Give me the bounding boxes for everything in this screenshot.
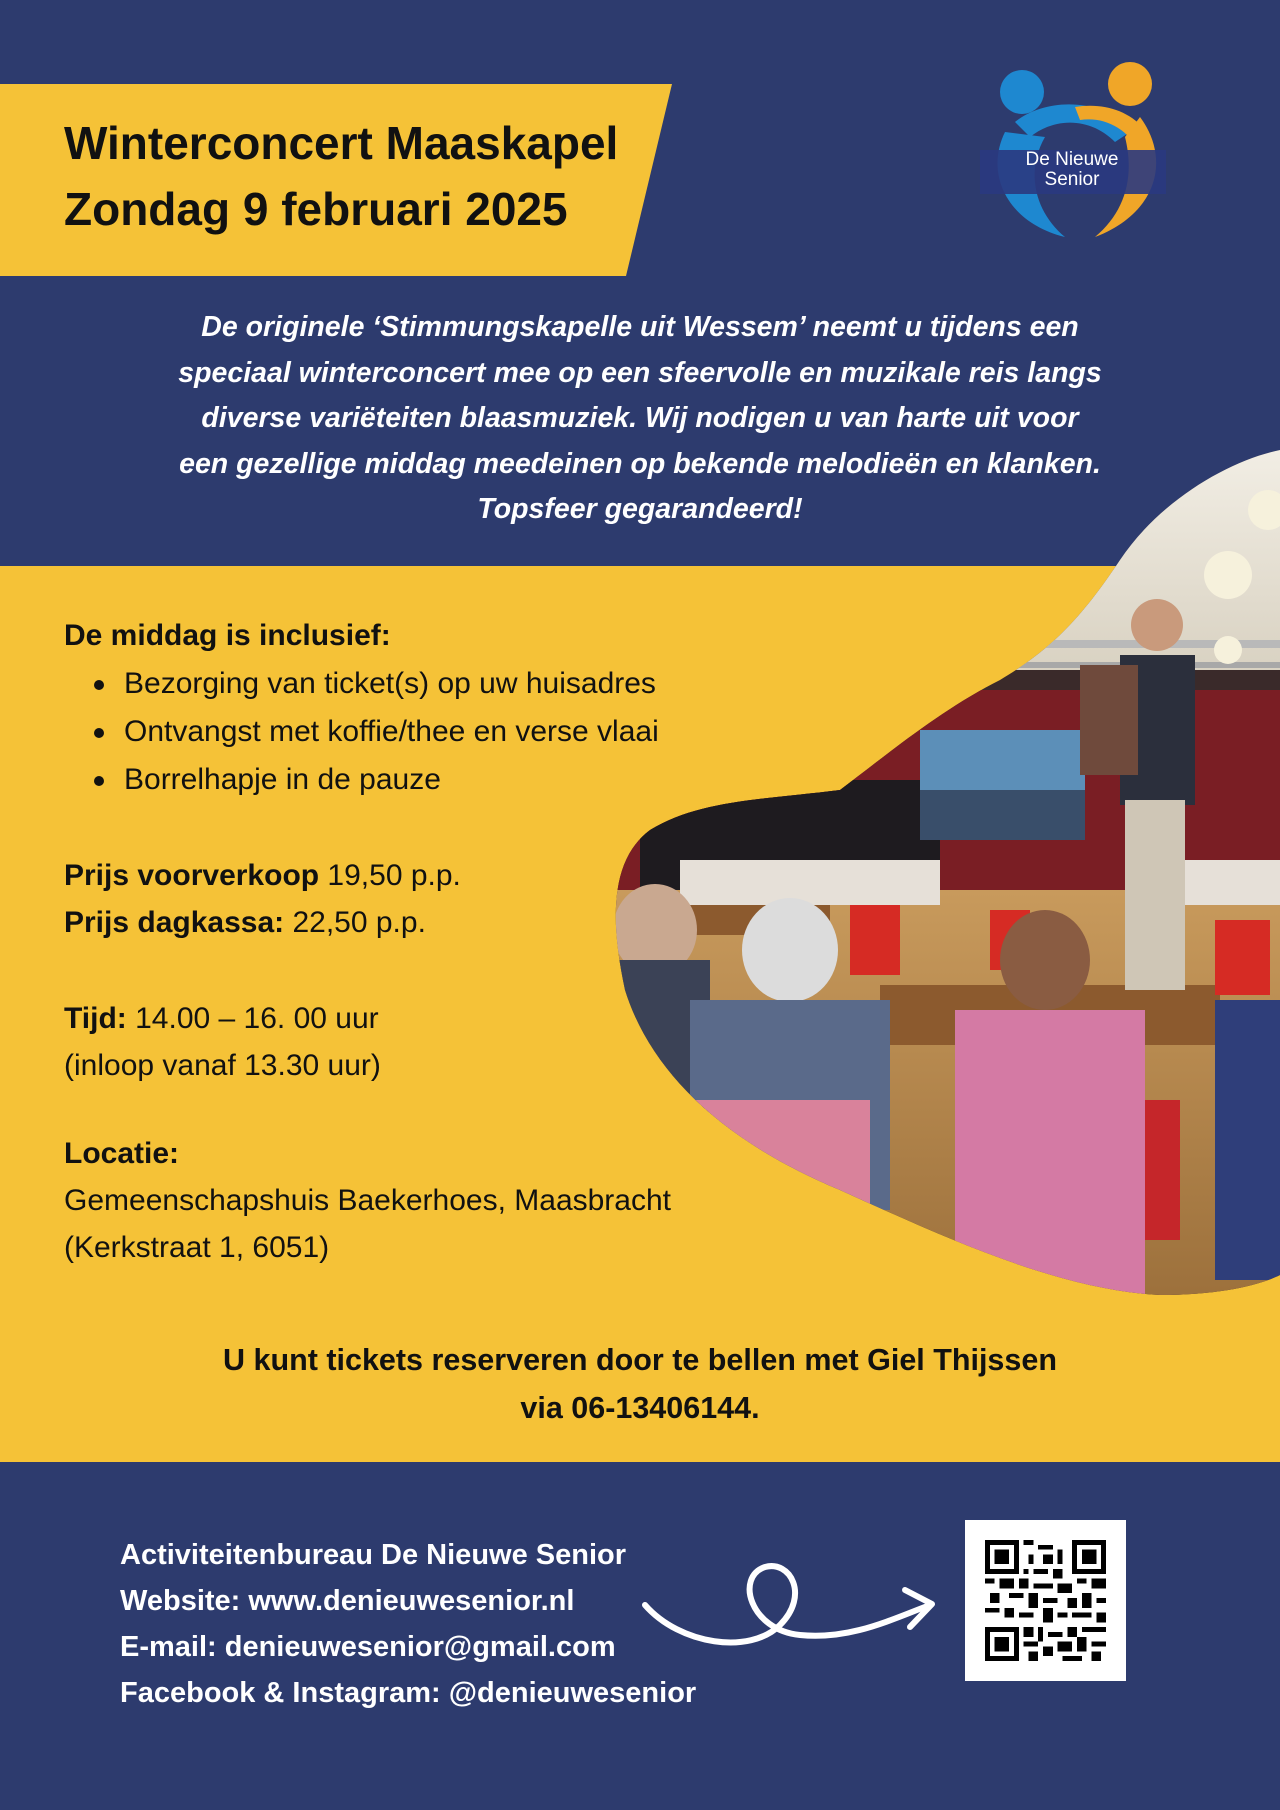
- logo-text-line-2: Senior: [1044, 169, 1100, 190]
- time-value: 14.00 – 16. 00 uur: [126, 1002, 379, 1035]
- reserve-line-2: via 06-13406144.: [520, 1391, 760, 1425]
- list-item: Bezorging van ticket(s) op uw huisadres: [86, 660, 659, 708]
- intro-line: diverse variëteiten blaasmuziek. Wij nodigen u van harte uit voor: [201, 402, 1079, 434]
- includes-list: [86, 660, 659, 804]
- intro-line: De originele ‘Stimmungskapelle uit Wessem’ neemt u tijdens een: [201, 311, 1079, 343]
- curly-arrow-icon: [640, 1555, 950, 1665]
- event-title: [64, 110, 664, 242]
- location: [64, 1130, 671, 1271]
- reservation-info: [140, 1336, 1140, 1432]
- logo-text-line-1: De Nieuwe: [1025, 149, 1119, 170]
- door-label: Prijs dagkassa:: [64, 906, 285, 939]
- intro-paragraph: [140, 305, 1140, 533]
- logo-text: [980, 150, 1164, 196]
- includes-title: De middag is inclusief:: [64, 619, 391, 652]
- footer-website[interactable]: Website: www.denieuwesenior.nl: [120, 1585, 575, 1617]
- time-label: Tijd:: [64, 1002, 127, 1035]
- time-note: (inloop vanaf 13.30 uur): [64, 1049, 381, 1082]
- presale-value: 19,50 p.p.: [319, 859, 461, 892]
- prices: [64, 852, 461, 946]
- location-line-1: Gemeenschapshuis Baekerhoes, Maasbracht: [64, 1184, 672, 1217]
- qr-code-icon: [985, 1540, 1106, 1661]
- location-line-2: (Kerkstraat 1, 6051): [64, 1231, 330, 1264]
- title-line-2: Zondag 9 februari 2025: [64, 183, 568, 235]
- footer-social[interactable]: Facebook & Instagram: @denieuwesenior: [120, 1677, 697, 1709]
- intro-line: Topsfeer gegarandeerd!: [477, 493, 803, 525]
- footer-contact: [120, 1532, 696, 1716]
- presale-label: Prijs voorverkoop: [64, 859, 320, 892]
- time: [64, 995, 381, 1089]
- footer-org: Activiteitenbureau De Nieuwe Senior: [120, 1539, 627, 1571]
- list-item: Borrelhapje in de pauze: [86, 756, 659, 804]
- intro-line: een gezellige middag meedeinen op bekende melodieën en klanken.: [179, 447, 1101, 480]
- footer-email[interactable]: E-mail: denieuwesenior@gmail.com: [120, 1631, 616, 1663]
- reserve-line-1: U kunt tickets reserveren door te bellen met Giel Thijssen: [223, 1343, 1057, 1377]
- qr-code[interactable]: [965, 1520, 1126, 1681]
- location-label: Locatie:: [64, 1137, 180, 1170]
- door-value: 22,50 p.p.: [284, 906, 426, 939]
- intro-line: speciaal winterconcert mee op een sfeervolle en muzikale reis langs: [178, 356, 1102, 389]
- list-item: Ontvangst met koffie/thee en verse vlaai: [86, 708, 659, 756]
- title-line-1: Winterconcert Maaskapel: [64, 117, 619, 169]
